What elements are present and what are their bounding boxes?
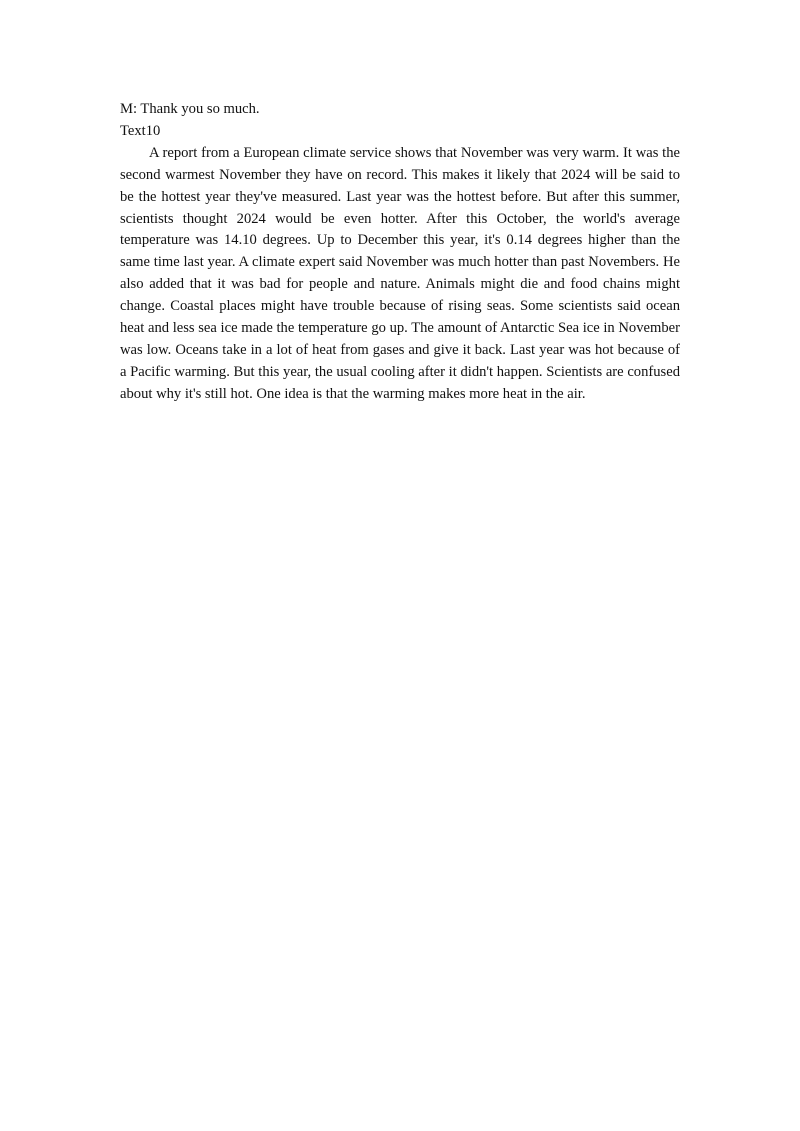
document-body	[120, 99, 680, 406]
passage-paragraph: A report from a European climate service shows that November was very warm. It was the second warmest November they have on record. This makes it likely that 2024 will be said to be the hottest year they've measured. Last year was the hottest before. But after this summer, scientists thought 2024 would be even hotter. After this October, the world's average temperature was 14.10 degrees. Up to December this year, it's 0.14 degrees higher than the same time last year. A climate expert said November was much hotter than past Novembers. He also added that it was bad for people and nature. Animals might die and food chains might change. Coastal places might have trouble because of rising seas. Some scientists said ocean heat and less sea ice made the temperature go up. The amount of Antarctic Sea ice in November was low. Oceans take in a lot of heat from gases and give it back. Last year was hot because of a Pacific warming. But this year, the usual cooling after it didn't happen. Scientists are confused about why it's still hot. One idea is that the warming makes more heat in the air.	[120, 144, 680, 402]
dialogue-line: M: Thank you so much.	[120, 101, 260, 117]
section-title: Text10	[120, 122, 161, 139]
